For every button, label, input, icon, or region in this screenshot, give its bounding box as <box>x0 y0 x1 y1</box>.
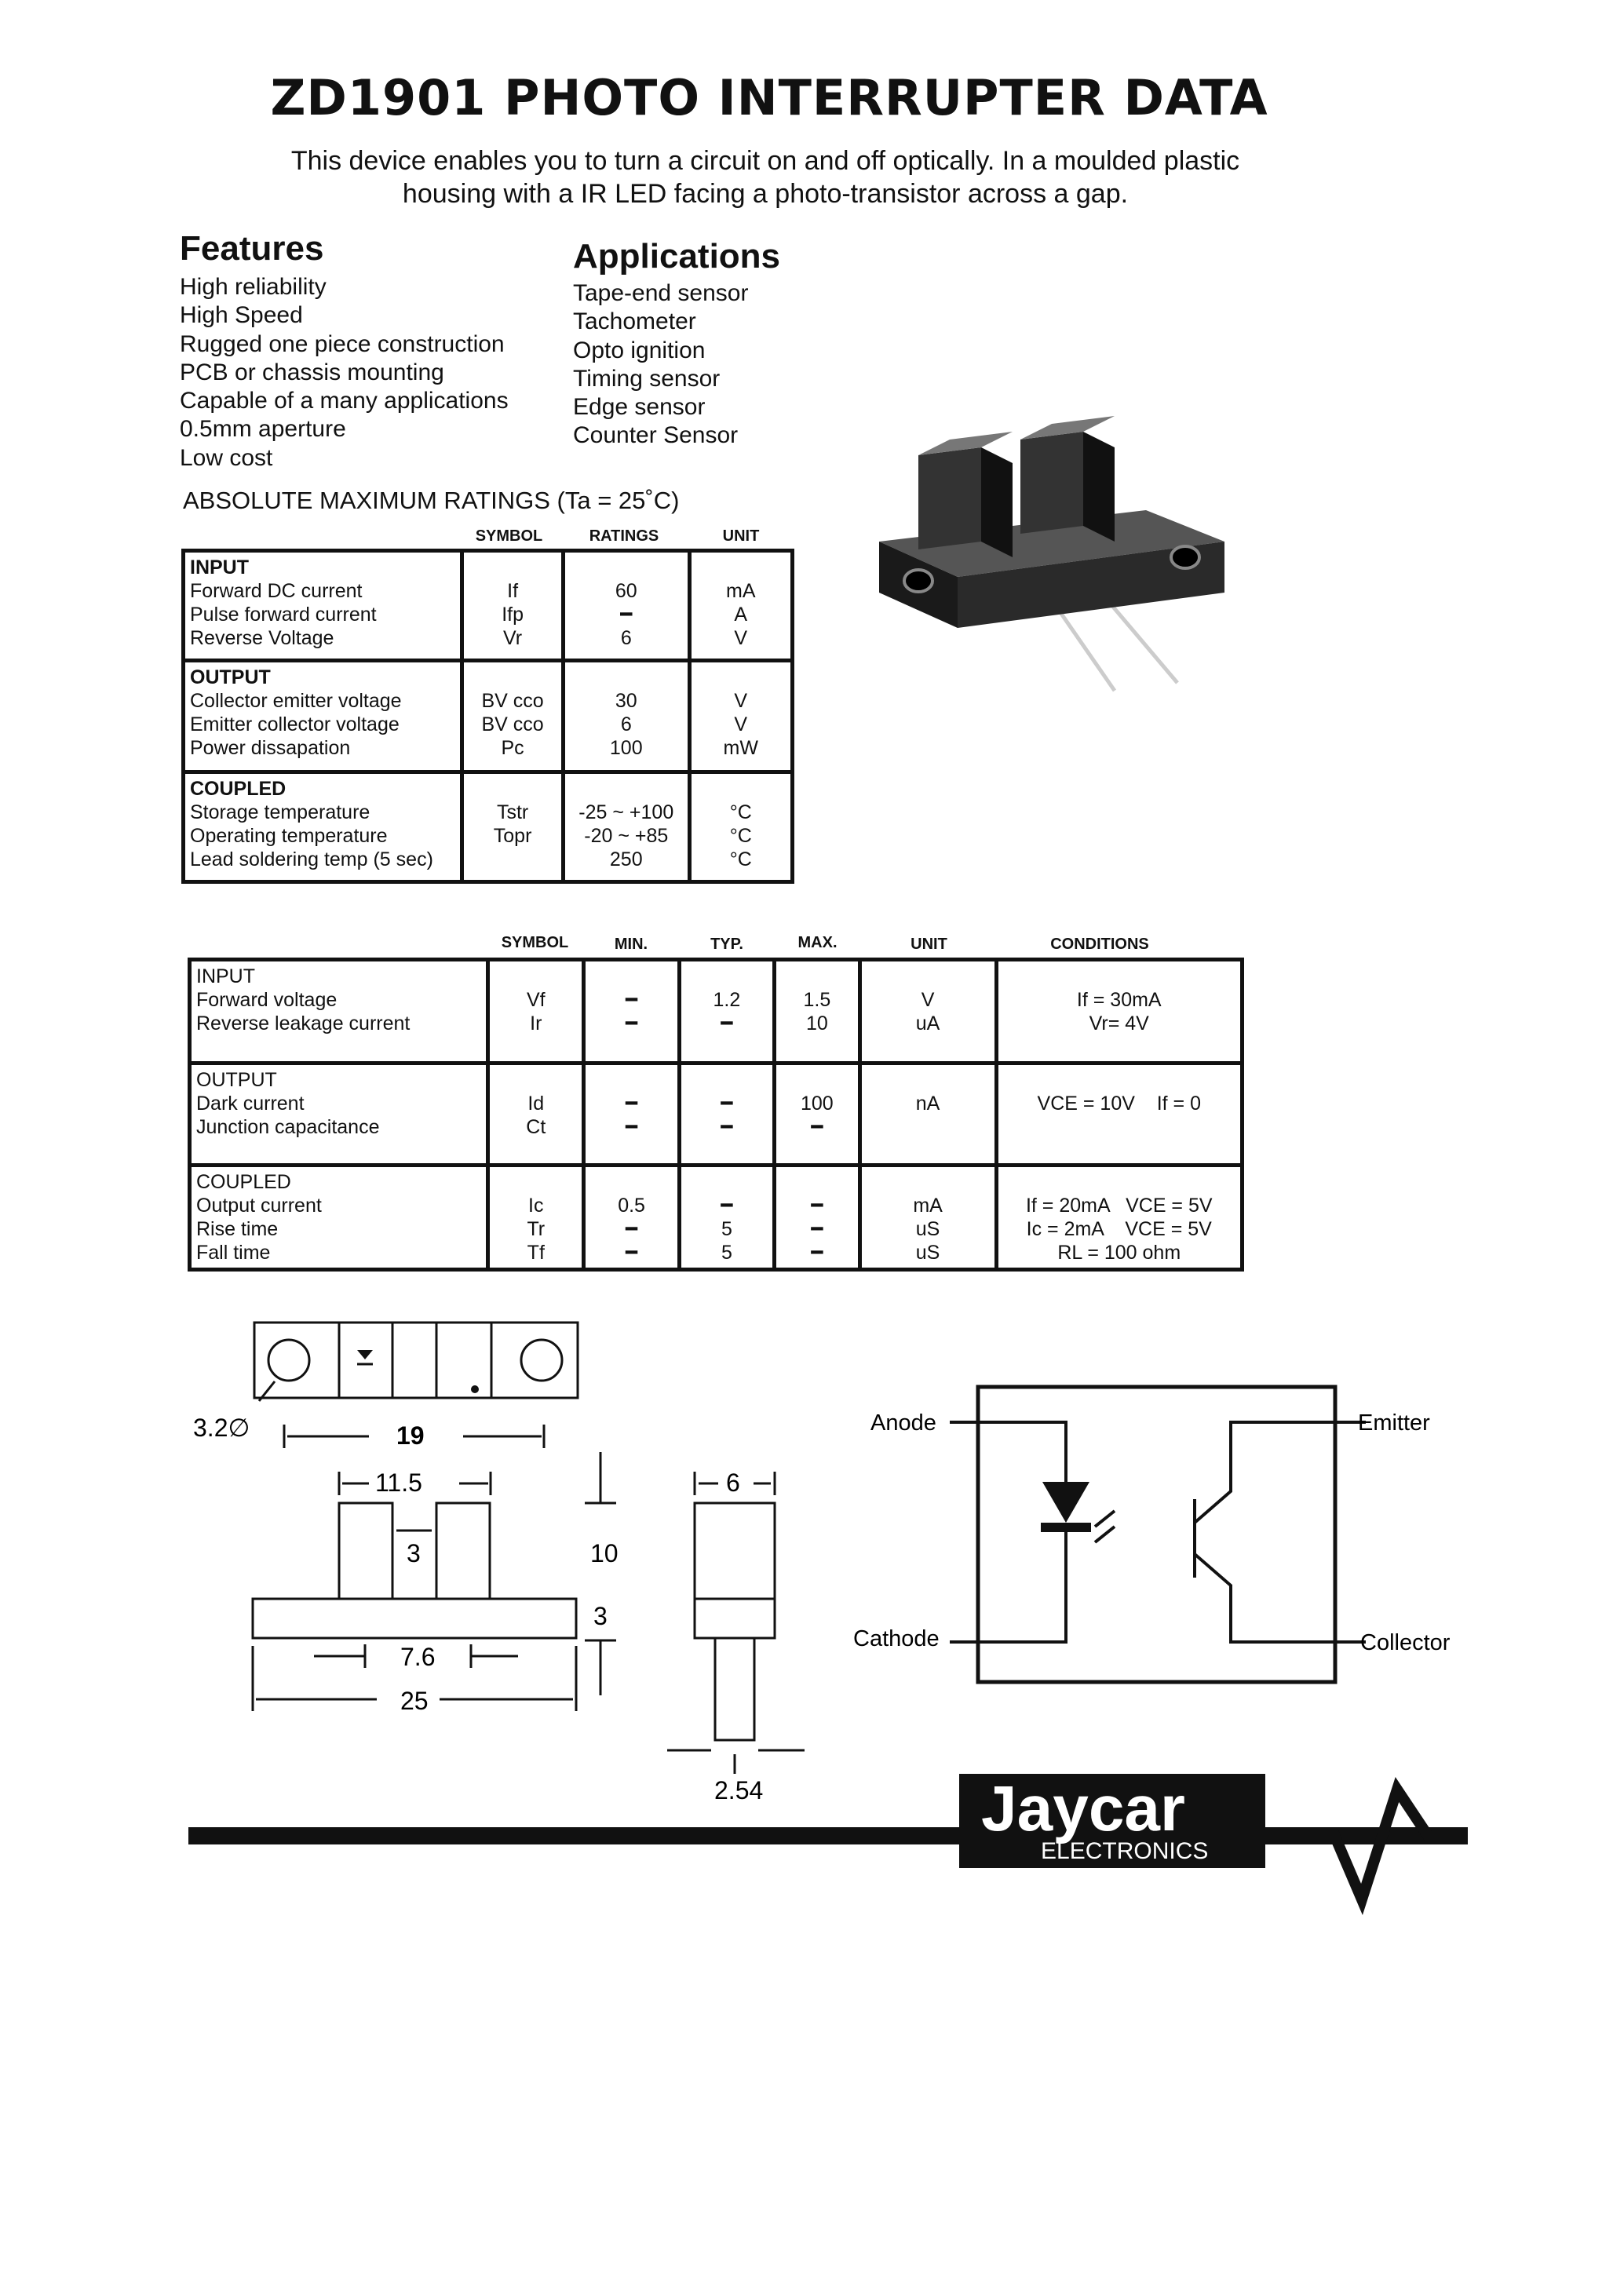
absolute-max-ratings-table <box>181 549 794 884</box>
logo-subtitle: ELECTRONICS <box>1041 1838 1209 1864</box>
logo-brand: Jaycar <box>981 1773 1185 1844</box>
applications-heading: Applications <box>573 237 781 275</box>
col-header-typ: TYP. <box>710 936 743 953</box>
table-section-input <box>184 551 793 661</box>
conditions-cell: If = 30mA Vr= 4V <box>996 960 1242 1064</box>
circuit-diagram <box>832 1366 1460 1711</box>
min-cell: 0.5 ━ ━ <box>584 1166 679 1270</box>
unit-cell: V V mW <box>689 661 792 772</box>
list-item: Opto ignition <box>573 337 706 363</box>
col-header-symbol: SYMBOL <box>501 934 569 951</box>
pin-emitter-label: Emitter <box>1358 1410 1430 1436</box>
min-cell: ━ ━ <box>584 960 679 1064</box>
section-label-cell: COUPLED Output current Rise time Fall time <box>190 1166 488 1270</box>
symbol-cell: Tstr Topr <box>462 772 564 882</box>
min-cell: ━ ━ <box>584 1064 679 1166</box>
list-item: Tachometer <box>573 308 696 335</box>
applications-list <box>573 279 748 451</box>
dimension-drawing <box>0 1303 863 1821</box>
col-header-conditions: CONDITIONS <box>1050 936 1149 953</box>
list-item: Capable of a many applications <box>180 388 509 414</box>
dim-hole-diameter: 3.2∅ <box>193 1414 250 1442</box>
features-list <box>180 273 509 472</box>
list-item: Timing sensor <box>573 365 721 392</box>
features-heading: Features <box>180 229 324 268</box>
col-header-max: MAX. <box>797 934 838 951</box>
table-section-coupled <box>190 1166 1243 1270</box>
max-cell: 1.5 10 <box>775 960 860 1064</box>
section-label-cell: COUPLED Storage temperature Operating temperature Lead soldering temp (5 sec) <box>184 772 462 882</box>
section-label-cell: OUTPUT Dark current Junction capacitance <box>190 1064 488 1166</box>
dim-19: 19 <box>396 1421 425 1450</box>
subtitle-line-1: This device enables you to turn a circuit on and off optically. In a moulded plastic <box>290 146 1240 176</box>
typ-cell: 1.2 ━ <box>679 960 774 1064</box>
rating-cell: -25 ~ +100 -20 ~ +85 250 <box>564 772 690 882</box>
abs-max-label: ABSOLUTE MAXIMUM RATINGS (Ta = 25˚C) <box>183 487 680 514</box>
col-header-unit: UNIT <box>722 527 760 545</box>
dim-2-54: 2.54 <box>714 1776 764 1804</box>
list-item: Edge sensor <box>573 394 706 421</box>
unit-cell: nA <box>859 1064 996 1166</box>
rating-cell: 30 6 100 <box>564 661 690 772</box>
dim-25: 25 <box>400 1687 429 1715</box>
rating-cell: 60 ━ 6 <box>564 551 690 661</box>
unit-cell: mA A V <box>689 551 792 661</box>
dim-10: 10 <box>590 1539 619 1567</box>
subtitle-line-2: housing with a IR LED facing a photo-transistor across a gap. <box>402 179 1129 209</box>
dim-3-base: 3 <box>593 1602 608 1630</box>
section-label-cell: INPUT Forward voltage Reverse leakage current <box>190 960 488 1064</box>
list-item: PCB or chassis mounting <box>180 359 444 385</box>
dim-6: 6 <box>726 1469 740 1497</box>
symbol-cell: Vf Ir <box>488 960 584 1064</box>
page-title: ZD1901 PHOTO INTERRUPTER DATA <box>270 69 1268 126</box>
jaycar-logo-footer <box>181 1758 1476 1915</box>
pin-anode-label: Anode <box>870 1410 936 1436</box>
symbol-cell: Ic Tr Tf <box>488 1166 584 1270</box>
table-section-input <box>190 960 1243 1064</box>
list-item: Counter Sensor <box>573 422 739 449</box>
dim-3-gap: 3 <box>407 1539 421 1567</box>
section-label-cell: INPUT Forward DC current Pulse forward current Reverse Voltage <box>184 551 462 661</box>
conditions-cell: VCE = 10V If = 0 <box>996 1064 1242 1166</box>
col-header-unit: UNIT <box>911 936 947 953</box>
product-photo <box>863 392 1256 722</box>
table-section-output <box>184 661 793 772</box>
dim-7-6: 7.6 <box>400 1643 436 1671</box>
typ-cell: ━ 5 5 <box>679 1166 774 1270</box>
list-item: Tape-end sensor <box>573 280 749 306</box>
list-item: High reliability <box>180 274 327 300</box>
symbol-cell: If Ifp Vr <box>462 551 564 661</box>
unit-cell: mA uS uS <box>859 1166 996 1270</box>
section-label-cell: OUTPUT Collector emitter voltage Emitter collector voltage Power dissapation <box>184 661 462 772</box>
list-item: 0.5mm aperture <box>180 416 346 443</box>
symbol-cell: Id Ct <box>488 1064 584 1166</box>
unit-cell: V uA <box>859 960 996 1064</box>
dim-11-5: 11.5 <box>375 1469 422 1497</box>
list-item: Low cost <box>180 444 273 471</box>
typ-cell: ━ ━ <box>679 1064 774 1166</box>
pin-cathode-label: Cathode <box>853 1626 940 1651</box>
table-section-output <box>190 1064 1243 1166</box>
list-item: Rugged one piece construction <box>180 330 505 357</box>
col-header-ratings: RATINGS <box>589 527 659 545</box>
table-section-coupled <box>184 772 793 882</box>
max-cell: 100 ━ <box>775 1064 860 1166</box>
col-header-symbol: SYMBOL <box>475 527 543 545</box>
pin-collector-label: Collector <box>1360 1630 1451 1655</box>
conditions-cell: If = 20mA VCE = 5V Ic = 2mA VCE = 5V RL = 100 ohm <box>996 1166 1242 1270</box>
col-header-min: MIN. <box>614 936 648 953</box>
max-cell: ━ ━ ━ <box>775 1166 860 1270</box>
electrical-characteristics-table <box>188 958 1244 1272</box>
unit-cell: °C °C °C <box>689 772 792 882</box>
symbol-cell: BV cco BV cco Pc <box>462 661 564 772</box>
list-item: High Speed <box>180 302 303 329</box>
